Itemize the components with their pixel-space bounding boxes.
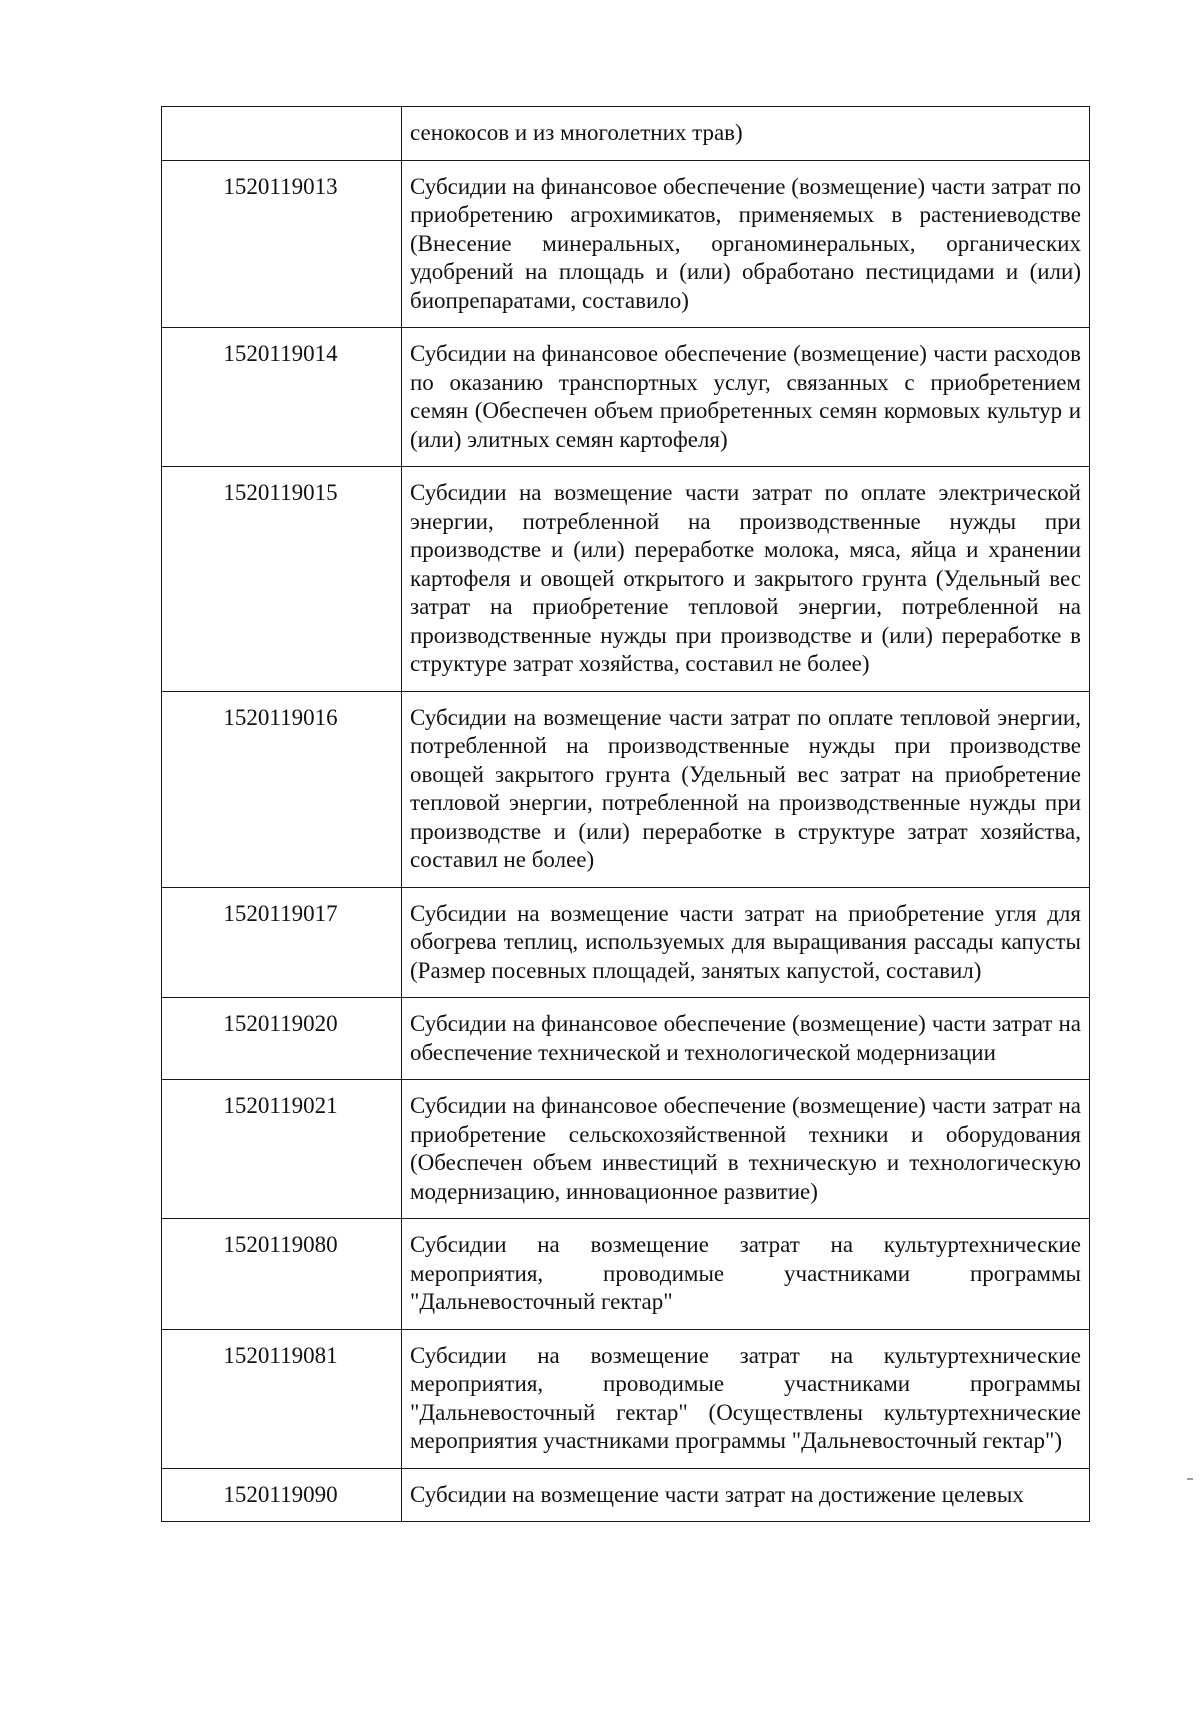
table-row: [162, 160, 1090, 328]
row-description-cell: [402, 998, 1090, 1080]
row-code-cell: [162, 160, 402, 328]
table-row: [162, 1219, 1090, 1330]
table-row: [162, 328, 1090, 467]
row-description: Субсидии на возмещение части затрат на достижение целевых: [410, 1481, 1024, 1507]
row-code-cell: [162, 887, 402, 998]
row-description: Субсидии на финансовое обеспечение (возмещение) части затрат по приобретению агрохимикатов, применяемых в растениеводстве (Внесение минеральных, органоминеральных, органических удобрений на площадь и (или) обработано пестицидами и (или) биопрепаратами, составило): [410, 173, 1081, 313]
row-description-cell: [402, 1329, 1090, 1468]
row-code-cell: [162, 107, 402, 161]
row-code-cell: [162, 1468, 402, 1522]
row-description-cell: [402, 691, 1090, 887]
row-description-cell: [402, 1468, 1090, 1522]
row-code: 1520119021: [223, 1093, 338, 1118]
row-code: 1520119013: [223, 173, 338, 199]
row-code-cell: [162, 998, 402, 1080]
row-description-cell: [402, 887, 1090, 998]
row-code: 1520119090: [223, 1481, 338, 1507]
row-code: 1520119016: [223, 704, 338, 730]
table-row: [162, 107, 1090, 161]
row-description: Субсидии на возмещение части затрат по оплате тепловой энергии, потребленной на производственные нужды при производстве овощей закрытого грунта (Удельный вес затрат на приобретение тепловой энергии, потребленной на производственные нужды при производстве и (или) переработке в структуре затрат хозяйства, составил не более): [410, 704, 1081, 872]
row-description: Субсидии на возмещение части затрат по оплате электрической энергии, потребленной на производственные нужды при производстве и (или) переработке молока, мяса, яйца и хранении картофеля и овощей открытого и закрытого грунта (Удельный вес затрат на приобретение тепловой энергии, потребленной на производственные нужды при производстве и (или) переработке в структуре затрат хозяйства, составил не более): [410, 480, 1081, 676]
row-code-cell: [162, 1219, 402, 1330]
row-description: Субсидии на финансовое обеспечение (возмещение) части затрат на приобретение сельскохозяйственной техники и оборудования (Обеспечен объем инвестиций в техническую и технологическую модернизацию, инновационное развитие): [410, 1093, 1081, 1204]
row-code: 1520119015: [223, 480, 338, 505]
row-description: Субсидии на возмещение части затрат на приобретение угля для обогрева теплиц, используемых для выращивания рассады капусты (Размер посевных площадей, занятых капустой, составил): [410, 900, 1081, 983]
row-code-cell: [162, 1080, 402, 1219]
row-code-cell: [162, 691, 402, 887]
row-code: 1520119014: [223, 341, 338, 366]
row-description-cell: [402, 467, 1090, 692]
row-description: Субсидии на финансовое обеспечение (возмещение) части расходов по оказанию транспортных услуг, связанных с приобретением семян (Обеспечен объем приобретенных семян кормовых культур и (или) элитных семян картофеля): [410, 341, 1081, 452]
table-row: [162, 887, 1090, 998]
row-description-cell: [402, 1219, 1090, 1330]
row-description-cell: [402, 328, 1090, 467]
row-code-cell: [162, 328, 402, 467]
row-description-cell: [402, 160, 1090, 328]
table-row: [162, 691, 1090, 887]
table-row: [162, 1080, 1090, 1219]
table-row: [162, 1468, 1090, 1522]
row-description: Субсидии на возмещение затрат на культуртехнические мероприятия, проводимые участниками программы "Дальневосточный гектар": [410, 1232, 1081, 1314]
row-description: Субсидии на возмещение затрат на культуртехнические мероприятия, проводимые участниками программы "Дальневосточный гектар" (Осуществлены культуртехнические мероприятия участниками программы "Дальневосточный гектар"): [410, 1342, 1081, 1453]
row-description: Субсидии на финансовое обеспечение (возмещение) части затрат на обеспечение технической и технологической модернизации: [410, 1011, 1081, 1065]
table-row: [162, 1329, 1090, 1468]
table-row: [162, 998, 1090, 1080]
row-description: сенокосов и из многолетних трав): [410, 120, 743, 145]
scan-speck: [1187, 1478, 1193, 1480]
table-row: [162, 467, 1090, 692]
row-code: 1520119017: [223, 900, 338, 926]
row-code: 1520119020: [223, 1011, 338, 1036]
row-description-cell: [402, 107, 1090, 161]
row-code: 1520119080: [223, 1232, 338, 1257]
row-code-cell: [162, 467, 402, 692]
row-description-cell: [402, 1080, 1090, 1219]
budget-codes-table: [161, 106, 1090, 1522]
row-code: 1520119081: [223, 1342, 338, 1368]
row-code-cell: [162, 1329, 402, 1468]
